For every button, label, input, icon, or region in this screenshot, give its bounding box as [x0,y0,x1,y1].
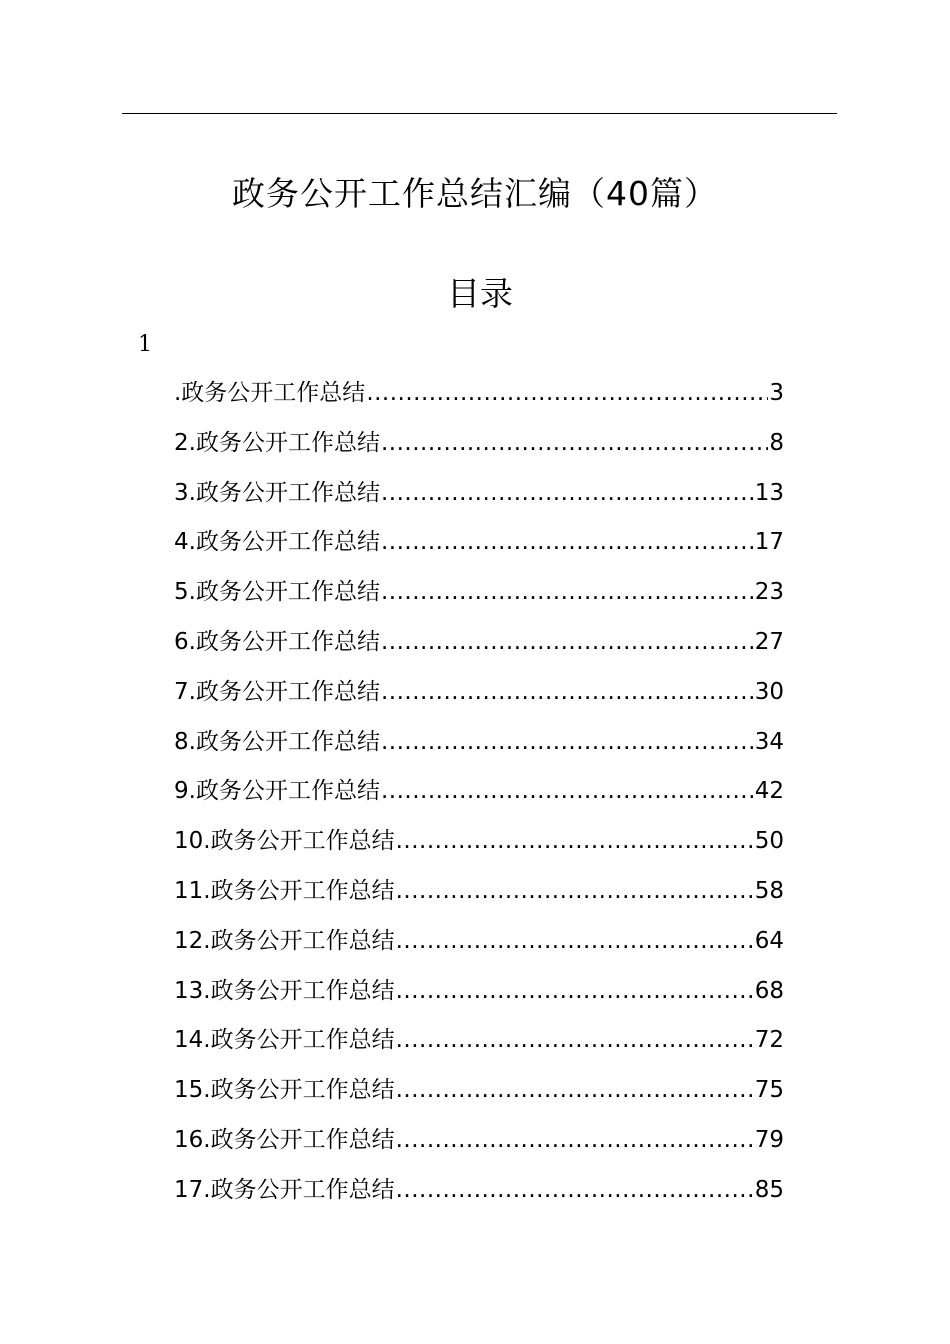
toc-leader-dots [381,722,754,762]
toc-entry[interactable] [174,522,784,572]
toc-entry-label: 17.政务公开工作总结 [174,1176,395,1203]
toc-leader-dots [381,522,754,562]
toc-entry-label: 11.政务公开工作总结 [174,877,395,904]
toc-leader-dots [396,921,754,961]
toc-entry-label: 9.政务公开工作总结 [174,778,380,805]
toc-entry-page-number: 30 [754,678,784,705]
toc-leader-dots [381,572,754,612]
toc-leader-dots [396,1070,754,1110]
toc-entry-label: 4.政务公开工作总结 [174,529,380,556]
toc-leader-dots [381,672,754,712]
toc-leader-dots [381,622,754,662]
toc-entry-label: 8.政务公开工作总结 [174,728,380,755]
toc-entry[interactable] [174,672,784,722]
toc-leader-dots [396,871,754,911]
toc-leader-dots [366,373,768,413]
document-title: 政务公开工作总结汇编（40篇） [232,174,718,213]
toc-entry-page-number: 64 [754,927,784,954]
toc-entry-label: 14.政务公开工作总结 [174,1027,395,1054]
toc-entry-page-number: 34 [754,728,784,755]
toc-entry-page-number: 13 [754,479,784,506]
toc-entry[interactable] [174,921,784,971]
toc-entry-page-number: 79 [754,1126,784,1153]
toc-entry-page-number: 72 [754,1027,784,1054]
toc-entry-label: 15.政务公开工作总结 [174,1077,395,1104]
toc-entry-page-number: 27 [754,628,784,655]
toc-leader-dots [381,473,754,513]
toc-entry-page-number: 58 [754,877,784,904]
toc-entry-page-number: 23 [754,579,784,606]
toc-leader-dots [396,1020,754,1060]
toc-entry[interactable] [174,771,784,821]
toc-entry-label: 3.政务公开工作总结 [174,479,380,506]
toc-entry-label: 7.政务公开工作总结 [174,678,380,705]
toc-entry[interactable] [174,423,784,473]
toc-entry-page-number: 3 [769,380,784,406]
toc-entry-page-number: 50 [754,828,784,855]
toc-leader-dots [396,1170,754,1210]
toc-entry-label: 2.政务公开工作总结 [174,429,380,456]
toc-heading: 目录 [447,274,513,313]
toc-entry-label: .政务公开工作总结 [174,380,366,406]
toc-entry-label: 10.政务公开工作总结 [174,828,395,855]
toc-leader-dots [381,423,768,463]
toc-entry[interactable] [174,473,784,523]
toc-entry-page-number: 75 [754,1077,784,1104]
toc-leader-dots [396,1120,754,1160]
toc-entry-label: 6.政务公开工作总结 [174,628,380,655]
toc-leader-dots [396,821,754,861]
toc-entry[interactable] [174,1020,784,1070]
toc-entry-page-number: 85 [754,1176,784,1203]
toc-entry[interactable] [174,1070,784,1120]
header-rule [122,113,837,114]
toc-entry[interactable] [174,622,784,672]
stray-number: 1 [138,332,152,357]
toc-entry-label: 5.政务公开工作总结 [174,579,380,606]
toc-entry[interactable] [174,722,784,772]
toc-entry-page-number: 17 [754,529,784,556]
toc-entry[interactable] [174,373,784,423]
toc-entry-page-number: 42 [754,778,784,805]
toc-entry[interactable] [174,821,784,871]
toc-entry-label: 16.政务公开工作总结 [174,1126,395,1153]
toc-entry[interactable] [174,971,784,1021]
table-of-contents [174,373,784,1220]
toc-entry[interactable] [174,871,784,921]
toc-leader-dots [381,771,754,811]
toc-entry[interactable] [174,1170,784,1220]
toc-leader-dots [396,971,754,1011]
toc-entry[interactable] [174,1120,784,1170]
toc-entry-label: 12.政务公开工作总结 [174,927,395,954]
toc-entry-page-number: 8 [769,429,784,456]
toc-entry[interactable] [174,572,784,622]
toc-entry-label: 13.政务公开工作总结 [174,977,395,1004]
toc-entry-page-number: 68 [754,977,784,1004]
